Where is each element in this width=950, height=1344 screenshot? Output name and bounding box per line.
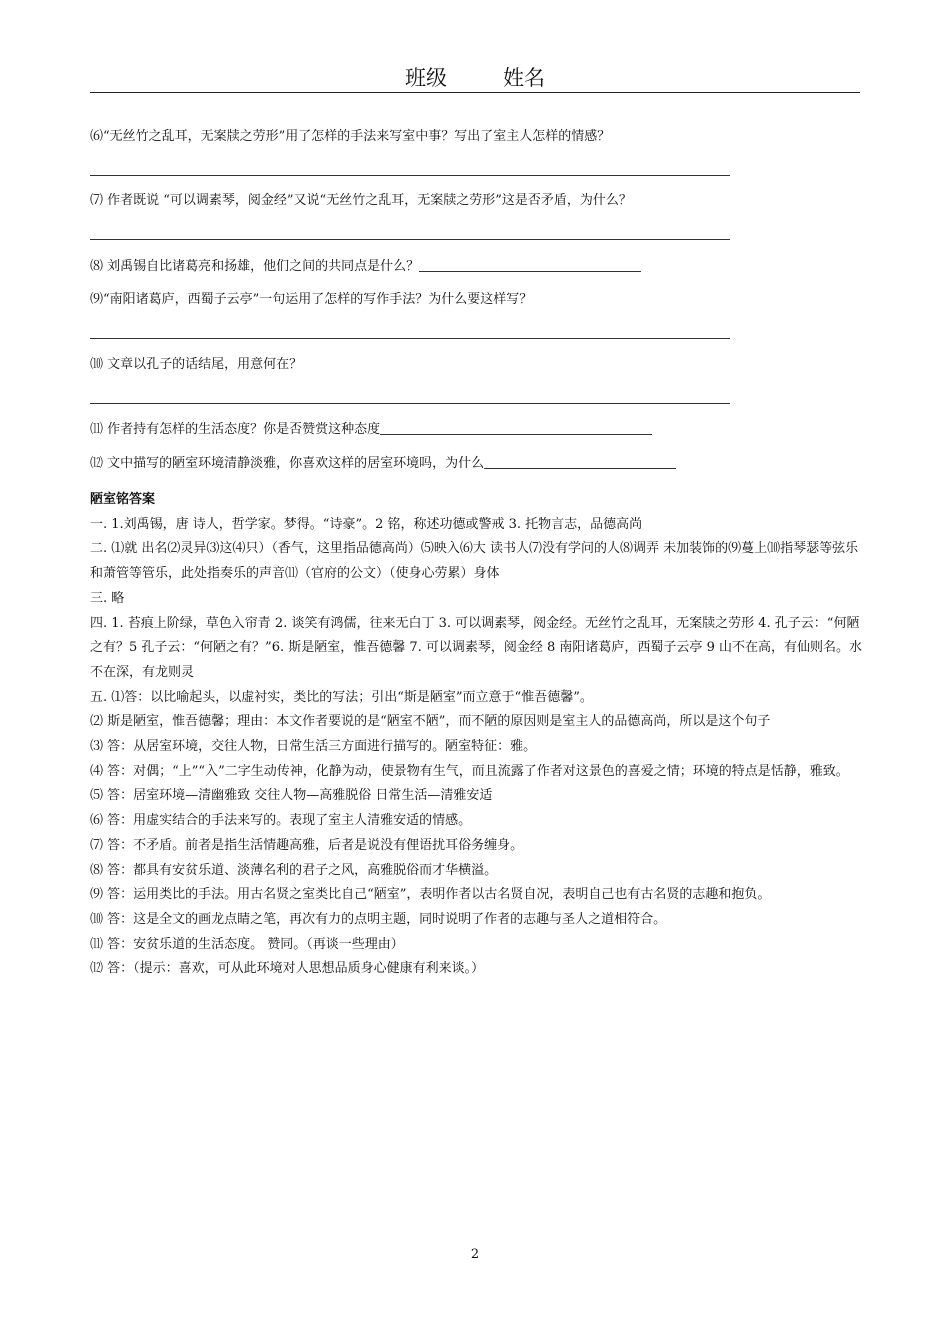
answer-blank-12[interactable] [484, 455, 676, 469]
question-9: ⑼“南阳诸葛庐，西蜀子云亭”一句运用了怎样的写作手法？为什么要这样写？ [90, 292, 533, 307]
answer-line: ⑸ 答：居室环境—清幽雅致 交往人物—高雅脱俗 日常生活—清雅安适 [90, 788, 493, 804]
answer-key [90, 488, 865, 982]
answer-line: 二. ⑴就 出名⑵灵异⑶这⑷只）（香气，这里指品德高尚）⑸映入⑹大 读书人⑺没有学问的人⑻调弄 未加装饰的⑼蔓上⑽指琴瑟等弦乐和萧管等管乐，此处指奏乐的声音⑾（官府的公文）（使身心劳累）身体 [90, 541, 859, 582]
question-7: ⑺ 作者既说 “可以调素琴，阅金经”又说“无丝竹之乱耳，无案牍之劳形”这是否矛盾，为什么？ [90, 193, 632, 208]
question-12-row [90, 455, 676, 473]
answer-line: ⑿ 答：（提示：喜欢，可从此环境对人思想品质身心健康有利来谈。） [90, 961, 485, 977]
answer-line: 五. ⑴答：以比喻起头，以虚衬实，类比的写法；引出“斯是陋室”而立意于“惟吾德馨”。 [90, 689, 593, 705]
question-8: ⑻ 刘禹锡自比诸葛亮和扬雄，他们之间的共同点是什么？ [90, 259, 420, 274]
answer-key-title: 陋室铭答案 [90, 492, 156, 507]
question-8-row [90, 258, 641, 276]
answer-line: ⑵ 斯是陋室，惟吾德馨；理由：本文作者要说的是“陋室不陋”，而不陋的原因则是室主人的品德高尚，所以是这个句子 [90, 714, 771, 730]
answer-line: ⑺ 答：不矛盾。前者是指生活情趣高雅，后者是说没有俚语扰耳俗务缠身。 [90, 837, 524, 853]
answer-line: ⑶ 答：从居室环境，交往人物，日常生活三方面进行描写的。陋室特征：雅。 [90, 739, 537, 755]
answer-line: ⑾ 答：安贫乐道的生活态度。 赞同。（再谈一些理由） [90, 936, 404, 952]
answer-line: ⑹ 答：用虚实结合的手法来写的。表现了室主人清雅安适的情感。 [90, 813, 472, 829]
answer-line: ⑽ 答：这是全文的画龙点睛之笔，再次有力的点明主题，同时说明了作者的志趣与圣人之道相符合。 [90, 911, 667, 927]
question-6: ⑹“无丝竹之乱耳，无案牍之劳形”用了怎样的手法来写室中事？写出了室主人怎样的情感？ [90, 129, 611, 144]
answer-line: 三. 略 [90, 590, 125, 606]
question-10: ⑽ 文章以孔子的话结尾，用意何在？ [90, 357, 303, 372]
answer-line-7[interactable] [90, 239, 730, 240]
question-11-row [90, 421, 652, 439]
answer-blank-8[interactable] [419, 258, 641, 272]
answer-line: 四. 1. 苔痕上阶绿，草色入帘青 2. 谈笑有鸿儒，往来无白丁 3. 可以调素琴，阅金经。无丝竹之乱耳，无案牍之劳形 4. 孔子云：“何陋之有？5 孔子云：“何陋之有？”6. 斯是陋室，惟吾德馨 7. 可以调素琴，阅金经 8 南阳诸葛庐，西蜀子云亭 9 山不在高，有仙则名。水不在深，有龙则灵 [90, 615, 862, 680]
answer-line: ⑻ 答：都具有安贫乐道、淡薄名利的君子之风，高雅脱俗而才华横溢。 [90, 862, 498, 878]
class-label: 班级 [405, 66, 447, 90]
page-number: 2 [470, 1247, 480, 1262]
answer-line: 一. 1.刘禹锡，唐 诗人，哲学家。梦得。“诗豪”。2 铭，称述功德或警戒 3. 托物言志，品德高尚 [90, 516, 643, 532]
name-label: 姓名 [503, 66, 545, 90]
answer-blank-11[interactable] [380, 421, 652, 435]
question-11: ⑾ 作者持有怎样的生活态度？你是否赞赏这种态度 [90, 422, 381, 437]
page-header [90, 64, 860, 93]
answer-line-10[interactable] [90, 403, 730, 404]
answer-line: ⑼ 答：运用类比的手法。用古名贤之室类比自己“陋室”，表明作者以古名贤自况，表明自己也有古名贤的志趣和抱负。 [90, 887, 771, 903]
answer-line-6[interactable] [90, 175, 730, 176]
answer-line: ⑷ 答：对偶；“上”“入”二字生动传神，化静为动，使景物有生气，而且流露了作者对这景色的喜爱之情；环境的特点是恬静，雅致。 [90, 763, 849, 779]
answer-line-9[interactable] [90, 338, 730, 339]
question-12: ⑿ 文中描写的陋室环境清静淡雅，你喜欢这样的居室环境吗，为什么 [90, 456, 485, 471]
